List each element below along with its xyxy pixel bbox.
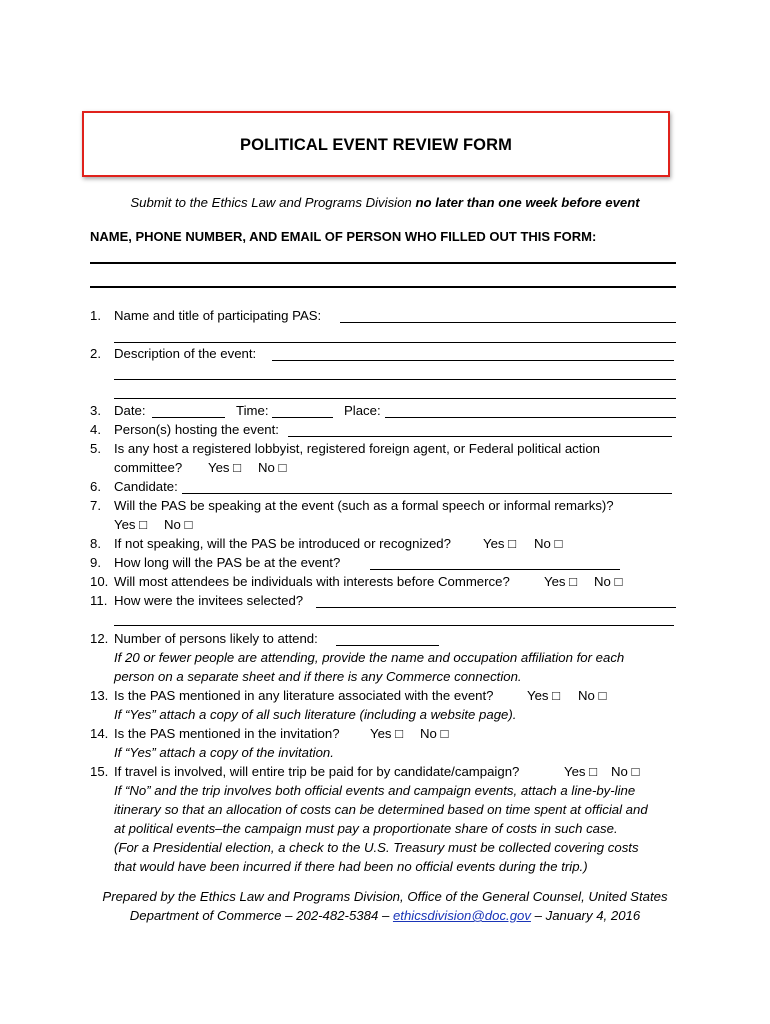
question-text: Name and title of participating PAS: bbox=[114, 308, 322, 323]
yes-checkbox[interactable]: Yes □ bbox=[527, 688, 561, 703]
question-text: committee? bbox=[114, 460, 183, 475]
question-number: 15. bbox=[90, 764, 109, 779]
filler-info-line-1[interactable] bbox=[90, 262, 676, 264]
question-text: If not speaking, will the PAS be introduced or recognized? bbox=[114, 536, 451, 551]
no-checkbox[interactable]: No □ bbox=[534, 536, 563, 551]
question-number: 9. bbox=[90, 555, 101, 570]
q2-answer-line-2[interactable] bbox=[114, 379, 676, 380]
submit-deadline: no later than one week before event bbox=[415, 195, 640, 210]
q2-answer-line-3[interactable] bbox=[114, 398, 676, 399]
submit-instruction bbox=[0, 195, 770, 210]
q15-note-5: that would have been incurred if there had been no official events during the trip.) bbox=[114, 859, 588, 874]
place-field[interactable] bbox=[385, 417, 676, 418]
question-number: 12. bbox=[90, 631, 109, 646]
no-checkbox[interactable]: No □ bbox=[594, 574, 623, 589]
question-number: 14. bbox=[90, 726, 109, 741]
yes-checkbox[interactable]: Yes □ bbox=[483, 536, 517, 551]
q13-note: If “Yes” attach a copy of all such literature (including a website page). bbox=[114, 707, 517, 722]
question-text: Will most attendees be individuals with interests before Commerce? bbox=[114, 574, 510, 589]
footer-line-2: Department of Commerce – 202-482-5384 – ethicsdivision@doc.gov – January 4, 2016 bbox=[129, 908, 641, 923]
time-field[interactable] bbox=[272, 417, 333, 418]
q12-note-1: If 20 or fewer people are attending, provide the name and occupation affiliation for each bbox=[114, 650, 625, 665]
question-number: 3. bbox=[90, 403, 101, 418]
question-text: Number of persons likely to attend: bbox=[114, 631, 318, 646]
no-checkbox[interactable]: No □ bbox=[611, 764, 640, 779]
question-number: 1. bbox=[90, 308, 101, 323]
q2-answer-line[interactable] bbox=[272, 360, 674, 361]
question-number: 4. bbox=[90, 422, 101, 437]
question-text: Will the PAS be speaking at the event (such as a formal speech or informal remarks)? bbox=[114, 498, 614, 513]
question-5-cont bbox=[114, 458, 287, 477]
question-number: 8. bbox=[90, 536, 101, 551]
question-number: 2. bbox=[90, 346, 101, 361]
no-checkbox[interactable]: No □ bbox=[420, 726, 449, 741]
question-number: 5. bbox=[90, 441, 101, 456]
question-7-options bbox=[114, 515, 193, 534]
yes-checkbox[interactable]: Yes □ bbox=[208, 460, 242, 475]
q9-answer-line[interactable] bbox=[370, 569, 620, 570]
q11-answer-line-2[interactable] bbox=[114, 625, 674, 626]
title-box bbox=[82, 111, 670, 177]
question-number: 11. bbox=[90, 593, 108, 608]
date-field[interactable] bbox=[152, 417, 225, 418]
question-text: How were the invitees selected? bbox=[114, 593, 304, 608]
q6-answer-line[interactable] bbox=[182, 493, 672, 494]
yes-checkbox[interactable]: Yes □ bbox=[370, 726, 404, 741]
filler-info-line-2[interactable] bbox=[90, 286, 676, 288]
question-text: Is the PAS mentioned in the invitation? bbox=[114, 726, 340, 741]
question-number: 13. bbox=[90, 688, 109, 703]
no-checkbox[interactable]: No □ bbox=[578, 688, 607, 703]
q15-note-3: at political events–the campaign must pay a proportionate share of costs in such case. bbox=[114, 821, 618, 836]
no-checkbox[interactable]: No □ bbox=[164, 517, 193, 532]
q14-note: If “Yes” attach a copy of the invitation. bbox=[114, 745, 334, 760]
q1-answer-line[interactable] bbox=[340, 322, 676, 323]
q12-answer-line[interactable] bbox=[336, 645, 439, 646]
q1-answer-line-2[interactable] bbox=[114, 342, 676, 343]
q15-note-1: If “No” and the trip involves both official events and campaign events, attach a line-by-line bbox=[114, 783, 636, 798]
footer bbox=[0, 887, 770, 925]
footer-line-1: Prepared by the Ethics Law and Programs Division, Office of the General Counsel, United States bbox=[102, 889, 668, 904]
question-number: 7. bbox=[90, 498, 101, 513]
q15-note-4: (For a Presidential election, a check to the U.S. Treasury must be collected covering costs bbox=[114, 840, 639, 855]
yes-checkbox[interactable]: Yes □ bbox=[544, 574, 578, 589]
question-text: How long will the PAS be at the event? bbox=[114, 555, 341, 570]
no-checkbox[interactable]: No □ bbox=[258, 460, 287, 475]
date-label: Date: bbox=[114, 403, 146, 418]
question-text: Is the PAS mentioned in any literature associated with the event? bbox=[114, 688, 494, 703]
time-label: Time: bbox=[236, 403, 269, 418]
yes-checkbox[interactable]: Yes □ bbox=[114, 517, 148, 532]
q15-note-2: itinerary so that an allocation of costs can be determined based on time spent at official and bbox=[114, 802, 648, 817]
question-text: Is any host a registered lobbyist, registered foreign agent, or Federal political action bbox=[114, 441, 601, 456]
question-text: If travel is involved, will entire trip be paid for by candidate/campaign? bbox=[114, 764, 520, 779]
q4-answer-line[interactable] bbox=[288, 436, 672, 437]
question-text: Candidate: bbox=[114, 479, 178, 494]
question-text: Person(s) hosting the event: bbox=[114, 422, 279, 437]
question-number: 6. bbox=[90, 479, 101, 494]
yes-checkbox[interactable]: Yes □ bbox=[564, 764, 598, 779]
submit-text: Submit to the Ethics Law and Programs Division bbox=[130, 195, 416, 210]
place-label: Place: bbox=[344, 403, 381, 418]
page-title: POLITICAL EVENT REVIEW FORM bbox=[240, 135, 512, 154]
filler-info-heading: NAME, PHONE NUMBER, AND EMAIL OF PERSON WHO FILLED OUT THIS FORM: bbox=[90, 229, 597, 244]
q12-note-2: person on a separate sheet and if there is any Commerce connection. bbox=[114, 669, 522, 684]
email-link[interactable]: ethicsdivision@doc.gov bbox=[392, 908, 531, 923]
question-text: Description of the event: bbox=[114, 346, 257, 361]
q11-answer-line[interactable] bbox=[316, 607, 676, 608]
question-number: 10. bbox=[90, 574, 109, 589]
